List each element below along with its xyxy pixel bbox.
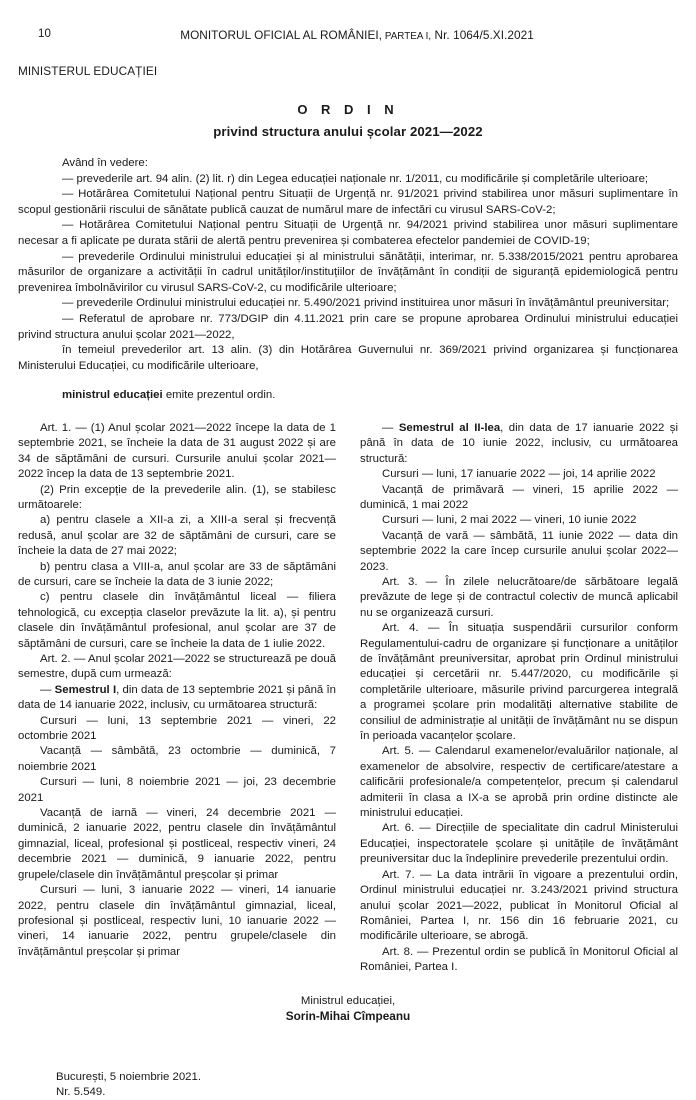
preamble [18,156,678,404]
preamble-item: — prevederile art. 94 alin. (2) lit. r) din Legea educației naționale nr. 1/2011, cu modificările și completările ulterioare; [62,172,649,185]
semester-one-heading [18,683,336,714]
article-paragraph: c) pentru clasele din învățământul liceal — filiera tehnologică, cu excepția claselor prevăzute la lit. a), și pentru clasele din învățământul profesional, anul școlar are 37 de săptămâni de cursuri, care se încheie la data de 1 iulie 2022. [18,591,336,650]
document-number: Nr. 5.549. [56,1085,106,1098]
article-paragraph: Art. 5. — Calendarul examenelor/evaluărilor naționale, al examenelor de absolvire, respectiv de certificare/atestare a calificării profesionale/a competențelor, precum și calendarul admiterii în clasa a IX-a se aprobă prin ordine distincte ale ministrului educației. [360,745,678,820]
signatory-role: Ministrul educației, [300,994,396,1007]
signature-block [0,994,696,1024]
article-paragraph: Art. 2. — Anul școlar 2021—2022 se structurează pe două semestre, după cum urmează: [18,653,336,681]
schedule-entry: Cursuri — luni, 13 septembrie 2021 — vineri, 22 octombrie 2021 [18,714,336,743]
publication-name: MONITORUL OFICIAL AL ROMÂNIEI, [180,28,383,42]
right-column [360,421,678,976]
document-page [0,26,696,1098]
schedule-entry: Vacanță de primăvară — vineri, 15 aprilie 2022 — duminică, 1 mai 2022 [360,483,678,511]
publication-header [0,28,696,42]
page-subtitle: privind structura anului școlar 2021—2022 [213,124,483,139]
preamble-item: — Hotărârea Comitetului Național pentru Situații de Urgență nr. 94/2021 privind stabilirea unor măsuri suplimentare necesar a fi aplicate pe durata stării de alertă pentru prevenirea și combaterea efectelor pandemiei de COVID-19; [18,219,678,247]
preamble-item: — prevederile Ordinului ministrului educației nr. 5.490/2021 privind instituirea unor măsuri în învățământul preuniversitar; [62,297,670,310]
ministry-name: MINISTERUL EDUCAȚIEI [18,64,158,78]
enacting-clause [18,388,678,404]
preamble-legal-basis: în temeiul prevederilor art. 13 alin. (3) din Hotărârea Guvernului nr. 369/2021 privind organizarea și funcționarea Ministerului Educației, cu modificările ulterioare, [18,344,678,372]
enacting-text: emite prezentul ordin. [162,389,276,402]
semester-two-label: Semestrul al II-lea [398,421,501,434]
article-paragraph: Art. 6. — Direcțiile de specialitate din cadrul Ministerului Educației, inspectoratele școlare și unitățile de învățământ preuniversitar duc la îndeplinire prevederile prezentului ordin. [360,822,678,866]
article-paragraph: Art. 1. — (1) Anul școlar 2021—2022 începe la data de 1 septembrie 2021, se încheie la data de 31 august 2022 și are 34 de săptămâni de cursuri. Cursurile anului școlar 2021—2022 încep la data de 13 septembrie 2021. [18,421,336,481]
schedule-entry: Vacanță de vară — sâmbătă, 11 iunie 2022 — data din septembrie 2022 la care încep cursurile anului școlar 2022—2023. [360,529,678,573]
em-dash: — [40,683,55,696]
article-paragraph: Art. 4. — În situația suspendării cursurilor conform Regulamentului-cadru de organizare și funcționare a unităților de învățământ preuniversitar, aprobat prin Ordinul ministrului educației și cercetării nr. 5.447/2020, cu modificările și completările ulterioare, măsurile privind parcurgerea integrală a programei școlare prin modalități alternative stabilite de consiliul de administrație al unității de învățământ nu se dispun în perioada vacanțelor școlare. [360,622,678,743]
page-number: 10 [38,28,51,40]
publication-part: PARTEA I, [382,31,432,42]
semester-two-heading [360,421,678,467]
publication-issue: Nr. 1064/5.XI.2021 [431,28,534,42]
schedule-entry: Vacanță de iarnă — vineri, 24 decembrie 2021 — duminică, 2 ianuarie 2022, pentru clasele din învățământul gimnazial, liceal, profesional și postliceal, respectiv vineri, 24 decembrie 2021 — duminică, 9 ianuarie 2022, pentru grupele/clasele din învățământul preșcolar și primar [18,807,336,881]
em-dash: — [382,421,399,434]
left-column [18,421,336,976]
running-head [0,26,696,60]
body-columns [18,421,678,976]
schedule-entry: Vacanță — sâmbătă, 23 octombrie — duminică, 7 noiembrie 2021 [18,745,336,773]
schedule-entry: Cursuri — luni, 17 ianuarie 2022 — joi, 14 aprilie 2022 [382,468,656,481]
preamble-item: — Referatul de aprobare nr. 773/DGIP din 4.11.2021 prin care se propune aprobarea Ordinului ministrului educației privind structura anului școlar 2021—2022, [18,312,678,341]
article-paragraph: Art. 8. — Prezentul ordin se publică în Monitorul Oficial al României, Partea I. [360,945,678,974]
article-paragraph: (2) Prin excepție de la prevederile alin. (1), se stabilesc următoarele: [18,483,336,511]
signatory-name: Sorin-Mihai Cîmpeanu [285,1008,411,1023]
schedule-entry: Cursuri — luni, 8 noiembrie 2021 — joi, 23 decembrie 2021 [18,776,336,804]
page-title: O R D I N [297,102,399,117]
preamble-intro: Având în vedere: [62,157,148,169]
article-paragraph: Art. 3. — În zilele nelucrătoare/de sărbătoare legală prevăzute de lege și de contractul colectiv de muncă aplicabil nu se organizează cursuri. [360,575,678,619]
article-paragraph: a) pentru clasele a XII-a zi, a XIII-a seral și frecvență redusă, anul școlar are 32 de săptămâni de cursuri, care se încheie la data de 27 mai 2022; [18,514,336,558]
semester-two-range: , din data de 17 ianuarie 2022 și până în data de 10 iunie 2022, inclusiv, cu următoarea structură: [360,421,679,465]
semester-one-range: , din data de 13 septembrie 2021 și până în data de 14 ianuarie 2022, inclusiv, cu următoarea structură: [18,683,336,712]
preamble-item: — prevederile Ordinului ministrului educației și al ministrului sănătății, interimar, nr. 5.338/2015/2021 pentru aprobarea măsurilor de organizare a activității în cadrul unităților/instituțiilor de învățământ în condiții de siguranță epidemiologică pentru prevenirea îmbolnăvirilor cu virusul SARS-CoV-2, cu modificările ulterioare; [18,250,678,294]
preamble-item: — Hotărârea Comitetului Național pentru Situații de Urgență nr. 91/2021 privind stabilirea unor măsuri suplimentare în scopul gestionării riscului de sănătate publică cauzat de numărul mare de infectări cu virusul SARS-CoV-2; [18,188,678,216]
schedule-entry: Cursuri — luni, 2 mai 2022 — vineri, 10 iunie 2022 [382,514,637,527]
schedule-entry: Cursuri — luni, 3 ianuarie 2022 — vineri, 14 ianuarie 2022, pentru clasele din învățământul gimnazial, liceal, profesional și postliceal, respectiv luni, 10 ianuarie 2022 — vineri, 14 ianuarie 2022, pentru grupele/clasele din învățământul preșcolar și primar [18,884,336,958]
article-paragraph: Art. 7. — La data intrării în vigoare a prezentului ordin, Ordinul ministrului educației nr. 3.243/2021 privind structura anului școlar 2021—2022, publicat în Monitorul Oficial al României, Partea I, nr. 156 din 16 februarie 2021, cu modificările ulterioare, se abrogă. [360,868,678,943]
semester-one-label: Semestrul I [54,683,117,696]
place-and-date: București, 5 noiembrie 2021. [56,1070,201,1083]
enacting-subject: ministrul educației [62,389,163,402]
article-paragraph: b) pentru clasa a VIII-a, anul școlar are 33 de săptămâni de cursuri, care se încheie la data de 3 iunie 2022; [18,560,336,588]
document-footer [56,1070,696,1100]
